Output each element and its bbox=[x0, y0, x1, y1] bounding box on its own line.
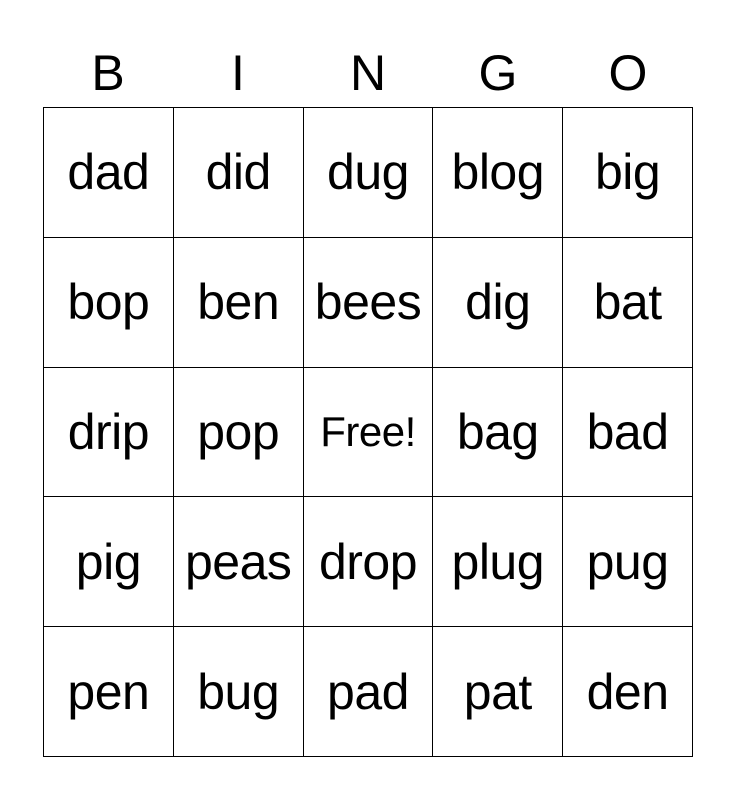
bingo-cell: peas bbox=[174, 497, 304, 627]
bingo-cell: bees bbox=[304, 238, 434, 368]
bingo-cell: bag bbox=[433, 368, 563, 498]
bingo-cell: big bbox=[563, 108, 693, 238]
bingo-cell: ben bbox=[174, 238, 304, 368]
bingo-header bbox=[43, 40, 693, 106]
header-letter-b: B bbox=[91, 45, 125, 101]
bingo-cell: dig bbox=[433, 238, 563, 368]
bingo-cell: drop bbox=[304, 497, 434, 627]
header-letter-n: N bbox=[349, 45, 387, 101]
bingo-cell: dad bbox=[44, 108, 174, 238]
bingo-cell: bat bbox=[563, 238, 693, 368]
bingo-cell: pen bbox=[44, 627, 174, 757]
bingo-cell: bad bbox=[563, 368, 693, 498]
bingo-cell: drip bbox=[44, 368, 174, 498]
bingo-card-grid bbox=[43, 107, 693, 757]
bingo-cell: bop bbox=[44, 238, 174, 368]
bingo-cell: plug bbox=[433, 497, 563, 627]
header-letter-i: I bbox=[231, 45, 245, 101]
bingo-cell: dug bbox=[304, 108, 434, 238]
bingo-cell: pig bbox=[44, 497, 174, 627]
bingo-cell: blog bbox=[433, 108, 563, 238]
bingo-cell: did bbox=[174, 108, 304, 238]
free-space-cell: Free! bbox=[304, 368, 434, 498]
header-letter-o: O bbox=[608, 45, 648, 101]
bingo-cell: pug bbox=[563, 497, 693, 627]
bingo-cell: bug bbox=[174, 627, 304, 757]
bingo-cell: pat bbox=[433, 627, 563, 757]
bingo-cell: den bbox=[563, 627, 693, 757]
bingo-cell: pad bbox=[304, 627, 434, 757]
bingo-cell: pop bbox=[174, 368, 304, 498]
header-letter-g: G bbox=[478, 45, 518, 101]
